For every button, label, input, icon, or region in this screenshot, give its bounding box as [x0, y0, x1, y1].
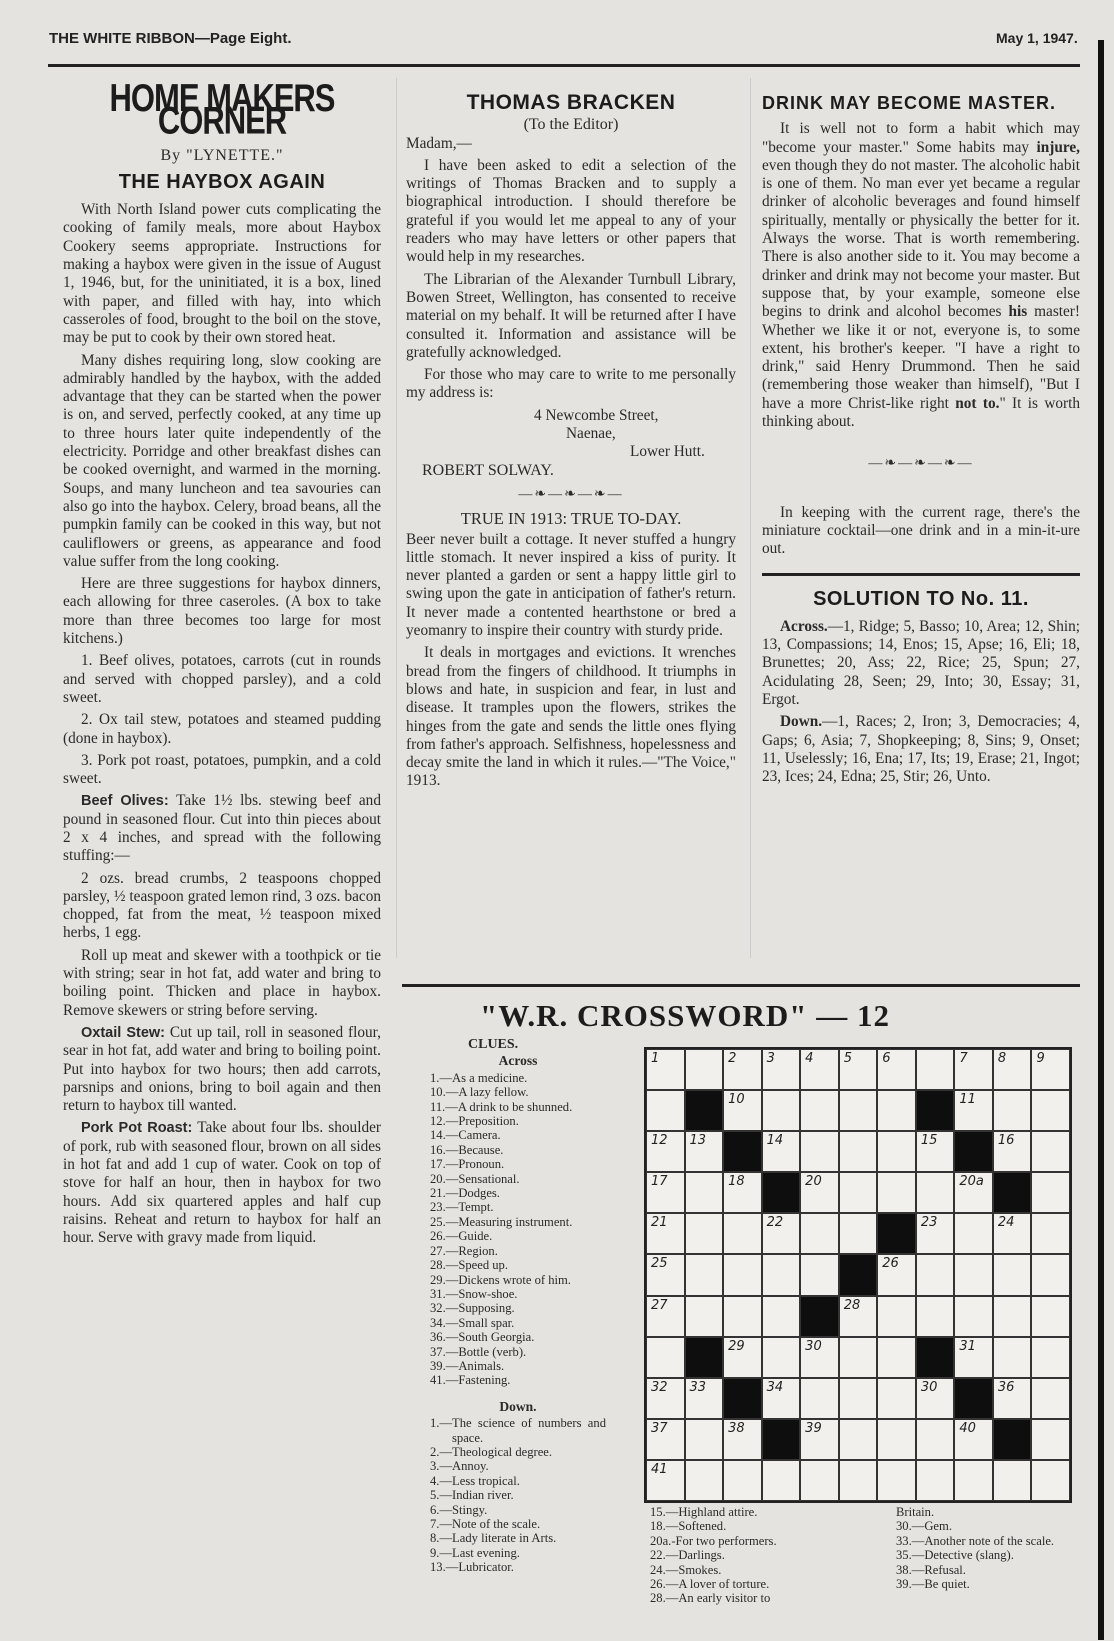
grid-cell-black: [877, 1213, 916, 1254]
grid-cell: [839, 1049, 878, 1090]
grid-cell: [916, 1172, 955, 1213]
grid-cell: [685, 1049, 724, 1090]
grid-cell: [839, 1419, 878, 1460]
grid-cell: [685, 1172, 724, 1213]
paragraph: In keeping with the current rage, there's the miniature cocktail—one drink and in a min-it-ure out.: [762, 503, 1080, 558]
grid-cell: [839, 1296, 878, 1337]
clue-item: 4.—Less tropical.: [430, 1473, 520, 1488]
clue-item: 20a.-For two performers.: [650, 1533, 777, 1548]
grid-cell: [954, 1419, 993, 1460]
grid-cell: [1031, 1254, 1070, 1295]
grid-cell: [1031, 1213, 1070, 1254]
crossword-grid: [644, 1047, 1072, 1503]
grid-cell: [993, 1296, 1032, 1337]
text: master! Whether we like it or not, everyone is, to some extent, his brother's keeper. "I have a right to drink," said Henry Drummond. Then he said (remembering those weaker than himself), "But I have a more Christ-like right: [762, 303, 1080, 412]
grid-cell: [685, 1296, 724, 1337]
emphasis: his: [1008, 303, 1028, 321]
header-rule: [48, 64, 1080, 67]
recipe-text: Cut up tail, roll in seasoned flour, sear in hot fat, add water and bring to boiling point. Put into haybox for two hours; then add carrots, parsnips and onions, bring to boil again and then return to haybox till wanted.: [63, 1023, 381, 1115]
grid-cell: [916, 1131, 955, 1172]
cell-number: 20: [805, 1174, 822, 1190]
grid-cell-black: [685, 1337, 724, 1378]
cell-number: 36: [997, 1379, 1015, 1395]
crossword-rule: [402, 984, 1080, 987]
grid-cell: [685, 1254, 724, 1295]
cell-number: 26: [882, 1256, 899, 1272]
signature: ROBERT SOLWAY.: [422, 461, 554, 479]
clue-item: 30.—Gem.: [896, 1519, 952, 1534]
paragraph: [762, 120, 1080, 431]
grid-cell: [954, 1049, 993, 1090]
clue-item: 28.—An early visitor to: [650, 1591, 771, 1606]
grid-cell: [646, 1131, 685, 1172]
cell-number: 38: [728, 1420, 745, 1436]
bracken-column: [406, 92, 736, 795]
grid-cell: [916, 1213, 955, 1254]
text: —1, Ridge; 5, Basso; 10, Area; 12, Shin; 13, Compassions; 14, Enos; 15, Apse; 16, Eli; 18, Brunettes; 20, Ass; 22, Rice; 25, Spun; 27, Acidulating 28, Seen; 29, Into; 30, Essay; 31, Ergot.: [762, 617, 1080, 709]
grid-cell: [800, 1254, 839, 1295]
clue-item: 5.—Indian river.: [430, 1488, 514, 1503]
grid-cell: [839, 1131, 878, 1172]
cell-number: 7: [959, 1051, 968, 1066]
grid-cell-black: [800, 1296, 839, 1337]
grid-cell: [723, 1213, 762, 1254]
paragraph: The Librarian of the Alexander Turnbull Library, Bowen Street, Wellington, has consented to receive material on my behalf. It will be returned after I have consulted it. Information and assistance will be gratefully acknowledged.: [406, 270, 736, 361]
cell-number: 29: [728, 1338, 745, 1354]
ornament: —❧—❧—❧—: [518, 486, 624, 502]
clue-item: 11.—A drink to be shunned.: [430, 1099, 573, 1114]
grid-cell: [877, 1460, 916, 1501]
cell-number: 10: [728, 1092, 745, 1108]
grid-cell: [685, 1378, 724, 1419]
paragraph: Many dishes requiring long, slow cooking are admirably handled by the haybox, with the added advantage that they can be started when the power is on, and served, perfectly cooked, at any time up to three hours later quite independently of the electricity. Porridge and other breakfast dishes can be cooked overnight, and warmed in the morning. Soups, and many luncheon and tea savouries can also go into the haybox. Celery, broad beans, all the pumpkin family can be cooked in this way, but not cauliflowers or greens, as appearance and food value suffer from the long cooking.: [63, 351, 381, 570]
clue-item: 38.—Refusal.: [896, 1562, 966, 1577]
cell-number: 14: [766, 1133, 784, 1149]
grid-cell: [1031, 1460, 1070, 1501]
grid-cell: [723, 1049, 762, 1090]
recipe-label: Pork Pot Roast:: [81, 1120, 193, 1137]
recipe-pork: [63, 1119, 381, 1247]
grid-cell: [646, 1090, 685, 1131]
grid-cell: [800, 1131, 839, 1172]
grid-cell: [993, 1213, 1032, 1254]
cell-number: 2: [728, 1051, 737, 1066]
grid-cell-black: [993, 1419, 1032, 1460]
cell-number: 11: [959, 1092, 976, 1108]
cell-number: 22: [766, 1215, 784, 1231]
cell-number: 23: [920, 1215, 938, 1231]
cell-number: 25: [651, 1256, 668, 1272]
grid-cell: [800, 1213, 839, 1254]
grid-cell: [762, 1131, 801, 1172]
text: —1, Races; 2, Iron; 3, Democracies; 4, Gaps; 6, Asia; 7, Shopkeeping; 8, Sins; 9, Onset; 11, Uselessly; 16, Ena; 17, Its; 19, Erase; 21, Ingot; 23, Ices; 24, Edna; 25, Stir; 26, Unto.: [762, 713, 1080, 786]
grid-cell: [685, 1460, 724, 1501]
clue-item: 15.—Highland attire.: [650, 1505, 758, 1519]
down-clues-b: [650, 1505, 900, 1606]
text: even though they do not master. The alcoholic habit is one of them. No man ever yet became a regular drinker of alcoholic beverages and found himself spiritually, mentally or physically the better for it. Always the worse. That is worth remembering. There is also another side to it. You may become a drinker and drink may not become your master. But suppose that, by your example, someone else begins to drink and alcohol becomes: [762, 156, 1080, 321]
grid-cell: [839, 1172, 878, 1213]
paragraph: For those who may care to write to me personally my address is:: [406, 366, 736, 402]
cell-number: 8: [997, 1051, 1007, 1066]
grid-cell: [800, 1049, 839, 1090]
cell-number: 20a: [959, 1174, 984, 1190]
clue-item: 2.—Theological degree.: [430, 1444, 553, 1459]
grid-cell: [685, 1213, 724, 1254]
suggestion-1: 1. Beef olives, potatoes, carrots (cut in rounds and served with chopped parsley), and a cold sweet.: [63, 652, 381, 706]
address-line: Naenae,: [566, 425, 616, 443]
article-title: DRINK MAY BECOME MASTER.: [762, 93, 1057, 113]
grid-cell: [916, 1378, 955, 1419]
across-label: Across: [498, 1053, 538, 1069]
column-title: HOME MAKERS CORNER: [109, 76, 335, 143]
grid-cell: [954, 1172, 993, 1213]
grid-cell: [839, 1460, 878, 1501]
cell-number: 15: [920, 1133, 938, 1149]
solution-title: SOLUTION TO No. 11.: [813, 587, 1029, 610]
clue-item: 10.—A lazy fellow.: [430, 1085, 529, 1100]
clue-item: 8.—Lady literate in Arts.: [430, 1531, 557, 1546]
clue-item: 6.—Stingy.: [430, 1502, 488, 1517]
recipe-label: Beef Olives:: [81, 793, 169, 810]
grid-cell: [762, 1337, 801, 1378]
cell-number: 39: [805, 1420, 822, 1436]
grid-cell: [877, 1419, 916, 1460]
grid-cell-black: [685, 1090, 724, 1131]
clue-item: 25.—Measuring instrument.: [430, 1214, 573, 1229]
clue-item: 23.—Tempt.: [430, 1200, 494, 1215]
clue-item: 1.—As a medicine.: [430, 1070, 528, 1085]
cell-number: 3: [766, 1051, 775, 1066]
letter-title: THOMAS BRACKEN: [466, 91, 676, 114]
grid-cell-black: [723, 1131, 762, 1172]
clue-item: Britain.: [896, 1505, 935, 1519]
grid-cell: [877, 1337, 916, 1378]
grid-cell: [839, 1337, 878, 1378]
grid-cell: [723, 1296, 762, 1337]
suggestion-2: 2. Ox tail stew, potatoes and steamed pudding (done in haybox).: [63, 711, 381, 747]
cell-number: 34: [766, 1379, 784, 1395]
grid-cell: [993, 1049, 1032, 1090]
grid-cell: [800, 1172, 839, 1213]
grid-cell: [839, 1378, 878, 1419]
cell-number: 4: [805, 1051, 814, 1066]
grid-cell: [646, 1378, 685, 1419]
clue-item: 27.—Region.: [430, 1243, 498, 1258]
grid-cell: [800, 1419, 839, 1460]
grid-cell-black: [916, 1090, 955, 1131]
clue-item: 3.—Annoy.: [430, 1459, 489, 1474]
grid-cell: [993, 1378, 1032, 1419]
page-edge-shadow: [1098, 40, 1104, 1640]
grid-cell: [1031, 1419, 1070, 1460]
grid-cell: [993, 1254, 1032, 1295]
recipe-label: Oxtail Stew:: [81, 1024, 166, 1041]
clue-item: 33.—Another note of the scale.: [896, 1533, 1055, 1548]
grid-cell: [723, 1419, 762, 1460]
clue-item: 31.—Snow-shoe.: [430, 1286, 518, 1301]
clues-label: CLUES.: [468, 1037, 519, 1052]
grid-cell: [685, 1419, 724, 1460]
grid-cell: [1031, 1049, 1070, 1090]
page-header-right: May 1, 1947.: [996, 30, 1078, 46]
grid-cell: [646, 1419, 685, 1460]
across-clues: [430, 1036, 606, 1575]
cell-number: 27: [651, 1297, 668, 1313]
label: Down.: [780, 713, 823, 731]
drink-column: [762, 94, 1080, 791]
grid-cell: [916, 1296, 955, 1337]
cell-number: 33: [689, 1379, 707, 1395]
grid-cell: [762, 1378, 801, 1419]
emphasis: injure,: [1036, 138, 1081, 156]
grid-cell: [762, 1296, 801, 1337]
grid-cell: [993, 1337, 1032, 1378]
grid-cell: [646, 1049, 685, 1090]
crossword-title: "W.R. CROSSWORD" — 12: [480, 998, 890, 1033]
grid-cell: [646, 1172, 685, 1213]
grid-cell: [800, 1378, 839, 1419]
cell-number: 24: [997, 1215, 1015, 1231]
grid-cell: [877, 1172, 916, 1213]
recipe-beef-olives: [63, 792, 381, 865]
grid-cell: [800, 1337, 839, 1378]
grid-cell: [762, 1254, 801, 1295]
salutation: Madam,—: [406, 134, 472, 152]
cell-number: 21: [651, 1215, 668, 1231]
grid-cell-black: [993, 1172, 1032, 1213]
grid-cell: [646, 1296, 685, 1337]
section-rule: [762, 573, 1080, 576]
grid-cell: [877, 1254, 916, 1295]
grid-cell: [1031, 1378, 1070, 1419]
grid-cell: [723, 1090, 762, 1131]
grid-cell-black: [762, 1419, 801, 1460]
grid-cell: [877, 1131, 916, 1172]
clue-item: 16.—Because.: [430, 1142, 504, 1157]
clue-item: 39.—Animals.: [430, 1358, 505, 1373]
grid-cell: [954, 1337, 993, 1378]
cell-number: 1: [651, 1051, 660, 1066]
grid-cell-black: [954, 1378, 993, 1419]
clue-item: 36.—South Georgia.: [430, 1330, 535, 1345]
address-line: Lower Hutt.: [630, 443, 705, 461]
clue-item: 32.—Supposing.: [430, 1301, 515, 1316]
grid-cell: [839, 1090, 878, 1131]
grid-cell: [1031, 1172, 1070, 1213]
clue-item: 37.—Bottle (verb).: [430, 1344, 527, 1359]
clue-item: 13.—Lubricator.: [430, 1560, 514, 1575]
recipe-text: Take 1½ lbs. stewing beef and pound in seasoned flour. Cut into thin pieces about 2 x 4 inches, and spread with the following stuffing:—: [63, 792, 381, 865]
clue-item: 26.—A lover of torture.: [650, 1577, 770, 1592]
paragraph: Beer never built a cottage. It never stuffed a hungry little stomach. It never inspired a kiss of purity. It never planted a garden or sent a happy little girl to swing upon the gate in anticipation of father's return. It never made a contented hearthstone or bred a yeomanry to inspire their country with sturdy pride.: [406, 530, 736, 640]
cell-number: 13: [689, 1133, 707, 1149]
text: " It is worth thinking about.: [762, 394, 1081, 431]
grid-cell: [916, 1419, 955, 1460]
grid-cell: [762, 1213, 801, 1254]
grid-cell: [993, 1090, 1032, 1131]
clue-item: 34.—Small spar.: [430, 1315, 515, 1330]
cell-number: 16: [997, 1133, 1015, 1149]
paragraph: Here are three suggestions for haybox dinners, each allowing for three caseroles. (A box to take more than three becomes too large for most kitchens.): [63, 575, 381, 648]
grid-cell: [839, 1213, 878, 1254]
clue-item: 7.—Note of the scale.: [430, 1517, 541, 1531]
grid-cell: [646, 1337, 685, 1378]
clue-item: 9.—Last evening.: [430, 1545, 520, 1560]
down-label: Down.: [499, 1398, 537, 1414]
clue-item: 21.—Dodges.: [430, 1186, 500, 1201]
cell-number: 17: [651, 1174, 668, 1190]
ornament: —❧—❧—❧—: [868, 456, 974, 472]
home-makers-column: [63, 78, 381, 1252]
grid-cell: [954, 1296, 993, 1337]
column-divider: [750, 78, 751, 958]
cell-number: 12: [651, 1133, 668, 1149]
cell-number: 9: [1036, 1051, 1045, 1066]
emphasis: not to.: [955, 394, 1000, 412]
grid-cell: [1031, 1296, 1070, 1337]
recipe-stuffing: 2 ozs. bread crumbs, 2 teaspoons chopped parsley, ½ teaspoon grated lemon rind, 3 ozs. bacon chopped, fat from the meat, ½ teaspoon mixed herbs, 1 egg.: [63, 869, 381, 942]
clue-item: 24.—Smokes.: [650, 1562, 722, 1577]
grid-cell: [916, 1460, 955, 1501]
cell-number: 41: [651, 1461, 668, 1477]
label: Across.: [780, 617, 828, 635]
cell-number: 32: [651, 1379, 668, 1395]
clue-item: 18.—Softened.: [650, 1519, 727, 1534]
grid-cell: [762, 1090, 801, 1131]
grid-cell: [646, 1213, 685, 1254]
grid-cell: [954, 1213, 993, 1254]
grid-cell: [723, 1254, 762, 1295]
grid-cell: [1031, 1090, 1070, 1131]
grid-cell: [877, 1378, 916, 1419]
cell-number: 30: [805, 1338, 822, 1354]
clue-item: 14.—Camera.: [430, 1128, 501, 1143]
clue-item: 28.—Speed up.: [430, 1258, 509, 1273]
clue-item: 39.—Be quiet.: [896, 1577, 970, 1592]
clue-item: 26.—Guide.: [430, 1229, 493, 1244]
grid-cell: [1031, 1337, 1070, 1378]
address-line: 4 Newcombe Street,: [534, 406, 659, 424]
paragraph: I have been asked to edit a selection of the writings of Thomas Bracken and to supply a biographical introduction. I should therefore be grateful if you would let me appeal to any of your readers who may have letters or other papers that would help in my researches.: [406, 156, 736, 266]
letter-subtitle: (To the Editor): [523, 116, 619, 134]
grid-cell: [646, 1460, 685, 1501]
cell-number: 30: [920, 1379, 938, 1395]
grid-cell: [993, 1131, 1032, 1172]
page-header-left: THE WHITE RIBBON—Page Eight.: [49, 30, 292, 47]
grid-cell: [877, 1049, 916, 1090]
column-divider: [396, 78, 397, 958]
grid-cell: [877, 1296, 916, 1337]
recipe-oxtail: [63, 1024, 381, 1115]
cell-number: 28: [843, 1297, 861, 1313]
clue-item: 1.—The science of numbers and space.: [430, 1416, 606, 1445]
grid-cell: [877, 1090, 916, 1131]
grid-cell-black: [954, 1131, 993, 1172]
article-title: TRUE IN 1913: TRUE TO-DAY.: [460, 509, 682, 529]
grid-cell: [800, 1090, 839, 1131]
grid-cell: [762, 1460, 801, 1501]
clue-item: 20.—Sensational.: [430, 1171, 520, 1186]
recipe-text: Take about four lbs. shoulder of pork, rub with seasoned flour, brown on all sides in hot fat and add 1 cup of water. Cook on top of stove for half an hour, then in haybox for two hours. Add six quartered apples and half cup raisins. Reheat and return to haybox for half an hour. Serve with gravy made from liquid.: [63, 1119, 381, 1247]
grid-cell: [916, 1049, 955, 1090]
grid-cell: [800, 1460, 839, 1501]
grid-cell: [723, 1172, 762, 1213]
solution-down: [762, 713, 1080, 786]
recipe-method: Roll up meat and skewer with a toothpick or tie with string; sear in hot fat, add water and bring to boiling point. Thicken and place in haybox. Remove skewers or string before serving.: [63, 946, 381, 1019]
text: It is well not to form a habit which may "become your master." Some habits may: [762, 120, 1080, 156]
grid-cell-black: [839, 1254, 878, 1295]
grid-cell: [954, 1254, 993, 1295]
clue-item: 17.—Pronoun.: [430, 1157, 505, 1172]
grid-cell: [723, 1337, 762, 1378]
down-clues-c: [896, 1505, 1072, 1591]
clue-item: 41.—Fastening.: [430, 1373, 511, 1388]
grid-cell: [954, 1090, 993, 1131]
grid-cell-black: [762, 1172, 801, 1213]
paragraph: It deals in mortgages and evictions. It wrenches bread from the fingers of childhood. It triumphs in blows and hate, in suspicion and fear, in lust and disease. It tramples upon the flowers, strikes the hinges from the gate and sends the little ones flying from father's approach. Selfishness, hopelessness and decay smite the land in which it rules.—"The Voice," 1913.: [406, 644, 736, 790]
grid-cell: [646, 1254, 685, 1295]
suggestion-3: 3. Pork pot roast, potatoes, pumpkin, and a cold sweet.: [63, 751, 381, 788]
cell-number: 18: [728, 1174, 745, 1190]
cell-number: 5: [843, 1051, 852, 1066]
article-subtitle: THE HAYBOX AGAIN: [118, 170, 326, 193]
cell-number: 37: [651, 1420, 668, 1436]
grid-cell: [762, 1049, 801, 1090]
grid-cell: [1031, 1131, 1070, 1172]
clue-item: 29.—Dickens wrote of him.: [430, 1272, 571, 1287]
cell-number: 40: [959, 1420, 976, 1436]
grid-cell-black: [916, 1337, 955, 1378]
clue-item: 22.—Darlings.: [650, 1548, 725, 1563]
clue-item: 12.—Preposition.: [430, 1114, 519, 1129]
cell-number: 6: [882, 1051, 891, 1066]
grid-cell: [916, 1254, 955, 1295]
grid-cell: [993, 1460, 1032, 1501]
byline: By "LYNETTE.": [160, 146, 284, 164]
solution-across: [762, 618, 1080, 709]
grid-cell-black: [723, 1378, 762, 1419]
grid-cell: [954, 1460, 993, 1501]
paragraph: With North Island power cuts complicating the cooking of family meals, more about Haybox Cookery seems appropriate. Instructions for making a haybox were given in the issue of August 1, 1946, but, for the uninitiated, it is a box, lined with paper, and filled with hay, into which casseroles of food, brought to the boil on the stove, may be put to cook by their own stored heat.: [63, 201, 381, 347]
grid-cell: [685, 1131, 724, 1172]
cell-number: 31: [959, 1338, 976, 1354]
clue-item: 35.—Detective (slang).: [896, 1548, 1014, 1563]
grid-cell: [723, 1460, 762, 1501]
